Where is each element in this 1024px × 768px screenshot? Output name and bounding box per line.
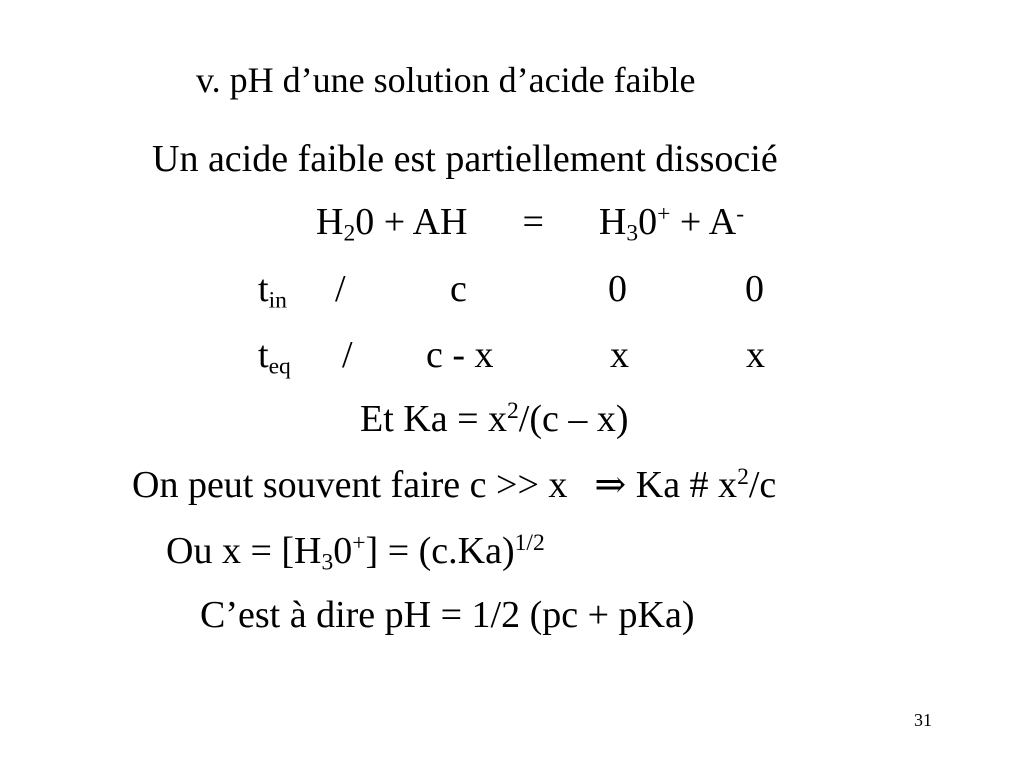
slide-title: v. pH d’une solution d’acide faible (196, 60, 696, 100)
equation-h2o-sub: 2 (343, 220, 356, 247)
concentration-line (166, 530, 545, 576)
concentration-exponent: 1/2 (514, 530, 545, 557)
equation-h2o-base: H (316, 201, 344, 243)
equation-h3o-base: H (598, 201, 627, 243)
page-number: 31 (914, 710, 932, 730)
row-label-initial-sub: in (268, 287, 287, 314)
concentration-mid: 0 (333, 530, 353, 572)
equation-lhs-rest: 0 + AH (355, 201, 468, 243)
ka-expression (360, 400, 629, 438)
row-label-initial-base: t (258, 268, 269, 310)
cell-eq-h3o: x (610, 334, 629, 376)
approximation-result-prefix: Ka # x (635, 464, 738, 506)
ka-suffix: /(c – x) (518, 398, 629, 440)
equation-plus: + (679, 201, 702, 243)
cell-eq-water: / (342, 334, 353, 376)
approximation-result-exponent: 2 (737, 464, 749, 491)
ka-prefix: Et Ka = x (360, 398, 508, 440)
approximation-line (132, 466, 776, 504)
concentration-sub: 3 (321, 549, 334, 576)
approximation-result-suffix: /c (748, 464, 777, 506)
cell-initial-anion: 0 (745, 268, 764, 310)
equation-h3o-rest: 0 (638, 201, 658, 243)
row-label-equilibrium-sub: eq (268, 353, 291, 380)
concentration-prefix: Ou x = [H (166, 530, 322, 572)
row-label-initial (258, 268, 287, 314)
approximation-text: On peut souvent faire c >> x (132, 464, 568, 506)
cell-initial-water: / (335, 268, 346, 310)
cell-eq-acid: c - x (426, 334, 494, 376)
equation-h3o-sub: 3 (626, 220, 639, 247)
concentration-suffix: ] = (c.Ka) (365, 530, 515, 572)
ka-exponent: 2 (507, 398, 519, 425)
row-label-equilibrium (258, 334, 291, 380)
concentration-sup: + (352, 530, 366, 557)
equation-anion-base: A (708, 201, 737, 243)
cell-initial-h3o: 0 (608, 268, 627, 310)
equation-anion-sup: - (736, 201, 745, 228)
reaction-equation (316, 201, 745, 247)
row-label-equilibrium-base: t (258, 334, 269, 376)
intro-text: Un acide faible est partiellement dissocié (152, 138, 778, 180)
cell-initial-acid: c (450, 268, 467, 310)
cell-eq-anion: x (746, 334, 765, 376)
conclusion-line: C’est à dire pH = 1/2 (pc + pKa) (200, 594, 695, 636)
implies-arrow-icon: ⇒ (594, 464, 627, 506)
equation-h3o-sup: + (657, 201, 671, 228)
equation-equals: = (522, 201, 544, 243)
